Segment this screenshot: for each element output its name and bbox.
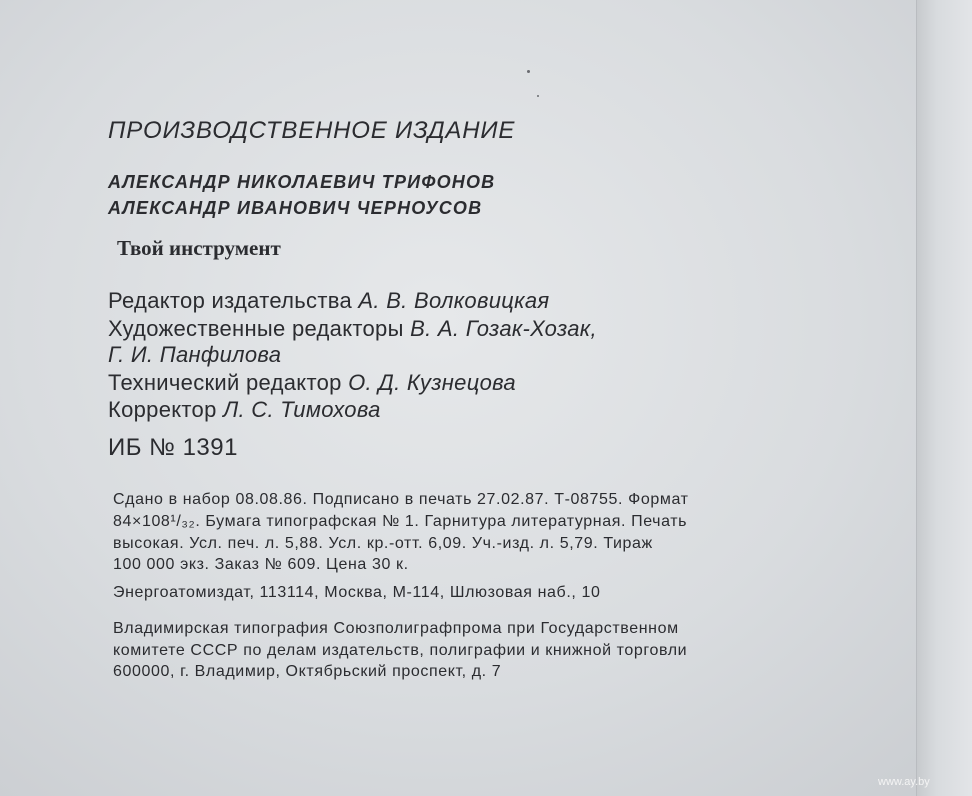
print-details-line: высокая. Усл. печ. л. 5,88. Усл. кр.-отт. 6,09. Уч.-изд. л. 5,79. Тираж: [113, 535, 653, 552]
print-details-line: 84×108¹/₃₂. Бумага типографская № 1. Гарнитура литературная. Печать: [113, 513, 688, 530]
page-edge: [916, 0, 972, 796]
author-2: АЛЕКСАНДР ИВАНОВИЧ ЧЕРНОУСОВ: [108, 198, 483, 218]
paper-speck: [527, 70, 530, 73]
author-1: АЛЕКСАНДР НИКОЛАЕВИЧ ТРИФОНОВ: [108, 172, 496, 192]
printer-line: 600000, г. Владимир, Октябрьский проспект, д. 7: [113, 663, 502, 680]
imprint-type-heading: ПРОИЗВОДСТВЕННОЕ ИЗДАНИЕ: [108, 117, 516, 144]
print-details-line: Сдано в набор 08.08.86. Подписано в печать 27.02.87. Т-08755. Формат: [113, 491, 689, 508]
credit-tech-editor: [108, 370, 516, 396]
credit-name: Л. С. Тимохова: [223, 397, 381, 422]
paper-speck: [537, 95, 539, 97]
ib-number: ИБ № 1391: [108, 434, 238, 461]
credit-name: Г. И. Панфилова: [108, 342, 282, 367]
book-title: Твой инструмент: [117, 236, 281, 260]
credit-publisher-editor: [108, 288, 549, 314]
credit-role: Технический редактор: [108, 370, 342, 395]
publisher-address: Энергоатомиздат, 113114, Москва, М-114, Шлюзовая наб., 10: [113, 584, 601, 601]
printer-line: комитете СССР по делам издательств, полиграфии и книжной торговли: [113, 642, 688, 659]
credit-name: А. В. Волковицкая: [358, 288, 550, 313]
credit-art-editors: [108, 316, 597, 342]
printer-line: Владимирская типография Союзполиграфпрома при Государственном: [113, 620, 679, 637]
credit-role: Редактор издательства: [108, 288, 352, 313]
credit-name: О. Д. Кузнецова: [348, 370, 516, 395]
credit-corrector: [108, 397, 381, 423]
credit-art-editor-2: [108, 342, 281, 368]
print-details-line: 100 000 экз. Заказ № 609. Цена 30 к.: [113, 556, 409, 573]
site-watermark: www.ay.by: [878, 776, 930, 788]
credit-role: Художественные редакторы: [108, 316, 404, 341]
credit-name: В. А. Гозак-Хозак,: [410, 316, 597, 341]
credit-role: Корректор: [108, 397, 217, 422]
